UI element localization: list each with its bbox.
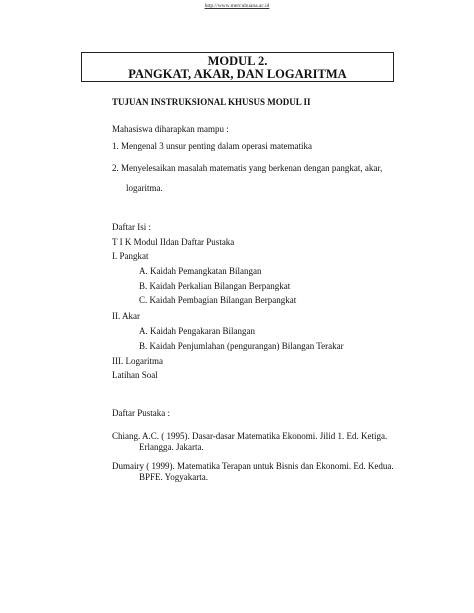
module-title-box xyxy=(81,52,394,82)
objectives-intro: Mahasiswa diharapkan mampu : xyxy=(112,124,229,134)
ref-1-line2: Erlangga. Jakarta. xyxy=(139,442,204,452)
objective-item-1: 1. Mengenal 3 unsur penting dalam operasi matematika xyxy=(112,141,312,151)
toc-subitem-pangkat-b: B. Kaidah Perkalian Bilangan Berpangkat xyxy=(139,281,291,291)
toc-subitem-akar-b: B. Kaidah Penjumlahan (pengurangan) Bilangan Terakar xyxy=(139,341,344,351)
toc-section-logaritma: III. Logaritma xyxy=(112,356,163,366)
module-title-line2: PANGKAT, AKAR, DAN LOGARITMA xyxy=(128,67,347,81)
toc-subitem-pangkat-c: C. Kaidah Pembagian Bilangan Berpangkat xyxy=(139,295,297,305)
toc-subitem-pangkat-a: A. Kaidah Pemangkatan Bilangan xyxy=(139,266,262,276)
objectives-heading: TUJUAN INSTRUKSIONAL KHUSUS MODUL II xyxy=(112,97,311,107)
objective-item-2-cont: logaritma. xyxy=(126,183,163,193)
module-title-line1: MODUL 2. xyxy=(207,54,268,68)
toc-item-intro: T I K Modul IIdan Daftar Pustaka xyxy=(112,237,235,247)
ref-2-line1: Dumairy ( 1999). Matematika Terapan untuk Bisnis dan Ekonomi. Ed. Kedua. xyxy=(112,461,394,471)
toc-subitem-akar-a: A. Kaidah Pengakaran Bilangan xyxy=(139,326,255,336)
toc-section-akar: II. Akar xyxy=(112,311,140,321)
header-url-link[interactable]: http://www.mercubuana.ac.id xyxy=(204,3,270,9)
ref-2-line2: BPFE. Yogyakarta. xyxy=(139,472,209,482)
toc-heading: Daftar Isi : xyxy=(112,222,151,232)
toc-section-pangkat: I. Pangkat xyxy=(112,251,149,261)
objective-item-2: 2. Menyelesaikan masalah matematis yang berkenan dengan pangkat, akar, xyxy=(112,163,383,173)
toc-item-latihan: Latihan Soal xyxy=(112,370,158,380)
refs-heading: Daftar Pustaka : xyxy=(112,408,170,418)
ref-1-line1: Chiang. A.C. ( 1995). Dasar-dasar Matematika Ekonomi. Jilid 1. Ed. Ketiga. xyxy=(112,431,388,441)
